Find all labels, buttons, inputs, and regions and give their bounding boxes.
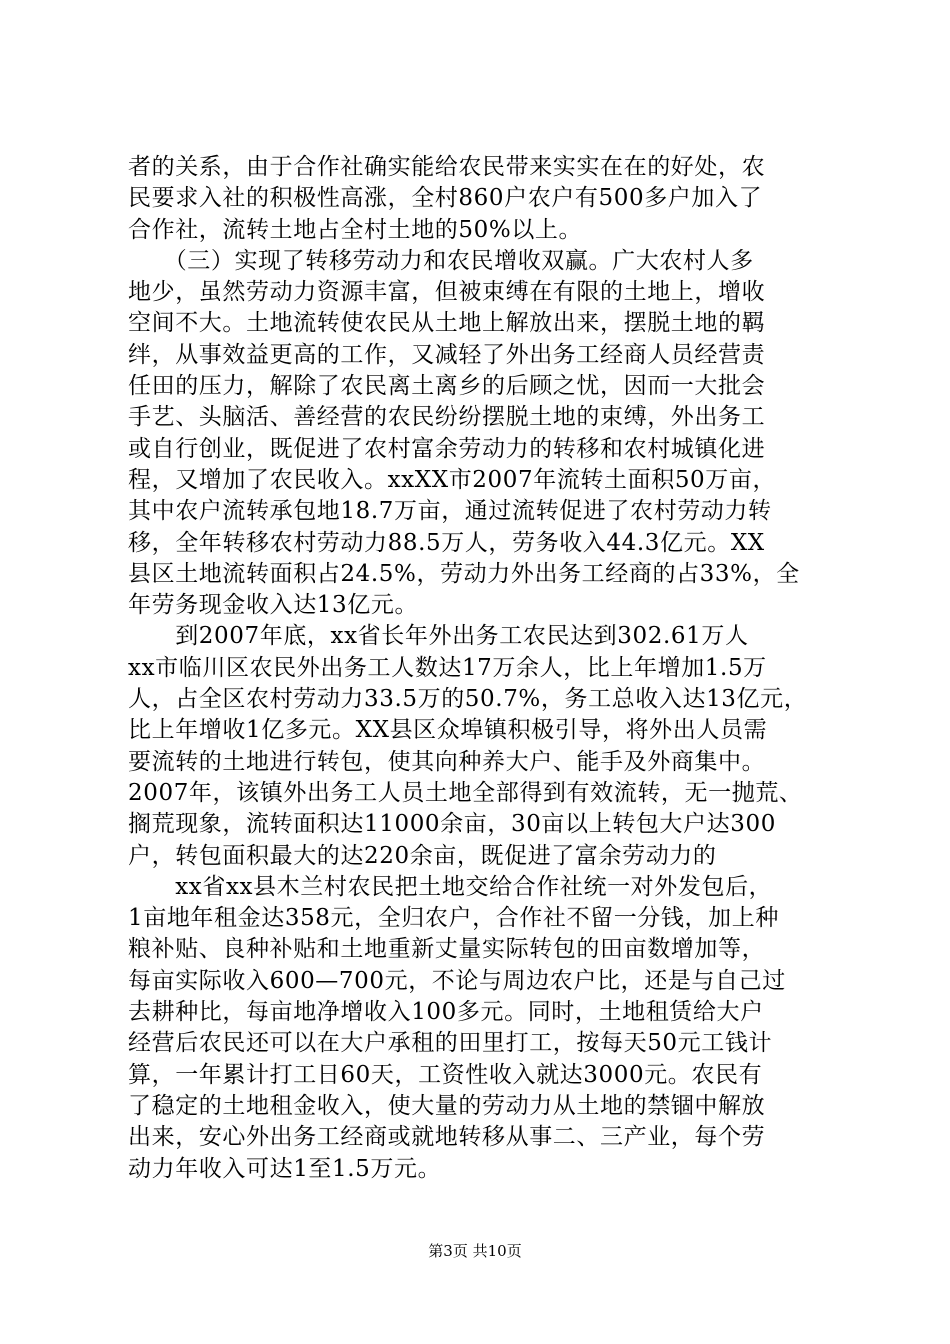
text-line: 其中农户流转承包地18.7万亩，通过流转促进了农村劳动力转 bbox=[128, 498, 772, 525]
text-line: 了稳定的土地租金收入，使大量的劳动力从土地的禁锢中解放 bbox=[128, 1092, 766, 1119]
text-line: 1亩地年租金达358元，全归农户，合作社不留一分钱，加上种 bbox=[128, 905, 779, 932]
text-line: 县区土地流转面积占24.5%，劳动力外出务工经商的占33%，全 bbox=[128, 560, 800, 587]
text-line: 要流转的土地进行转包，使其向种养大户、能手及外商集中。 bbox=[128, 748, 766, 775]
text-line: 绊，从事效益更高的工作，又减轻了外出务工经商人员经营责 bbox=[128, 341, 766, 368]
text-line: 每亩实际收入600—700元，不论与周边农户比，还是与自己过 bbox=[128, 967, 786, 994]
text-line: 经营后农民还可以在大户承租的田里打工，按每天50元工钱计 bbox=[128, 1030, 773, 1057]
text-line: 到2007年底，xx省长年外出务工农民达到302.61万人 bbox=[128, 623, 749, 650]
text-line: 移，全年转移农村劳动力88.5万人，劳务收入44.3亿元。XX bbox=[128, 529, 765, 556]
text-line: 粮补贴、良种补贴和土地重新丈量实际转包的田亩数增加等， bbox=[128, 936, 766, 963]
text-line: 搁荒现象，流转面积达11000余亩，30亩以上转包大户达300 bbox=[128, 811, 776, 838]
text-line: 空间不大。土地流转使农民从土地上解放出来，摆脱土地的羁 bbox=[128, 310, 766, 337]
text-line: 去耕种比，每亩地净增收入100多元。同时，土地租赁给大户 bbox=[128, 999, 764, 1026]
text-line: 任田的压力，解除了农民离土离乡的后顾之忧，因而一大批会 bbox=[128, 373, 766, 400]
text-line: 民要求入社的积极性高涨，全村860户农户有500多户加入了 bbox=[128, 185, 763, 212]
text-line: 动力年收入可达1至1.5万元。 bbox=[128, 1155, 442, 1182]
text-line: 户，转包面积最大的达220余亩，既促进了富余劳动力的 bbox=[128, 842, 717, 869]
text-line: 算，一年累计打工日60天，工资性收入就达3000元。农民有 bbox=[128, 1061, 763, 1088]
body-text bbox=[128, 152, 833, 1185]
text-line: 合作社，流转土地占全村土地的50%以上。 bbox=[128, 216, 583, 243]
text-line: （三）实现了转移劳动力和农民增收双赢。广大农村人多 bbox=[128, 247, 754, 274]
text-line: 人，占全区农村劳动力33.5万的50.7%，务工总收入达13亿元， bbox=[128, 686, 808, 713]
text-line: 出来，安心外出务工经商或就地转移从事二、三产业，每个劳 bbox=[128, 1124, 766, 1151]
page-number-footer: 第3页 共10页 bbox=[428, 1242, 522, 1260]
text-line: 比上年增收1亿多元。XX县区众埠镇积极引导，将外出人员需 bbox=[128, 717, 768, 744]
text-line: 手艺、头脑活、善经营的农民纷纷摆脱土地的束缚，外出务工 bbox=[128, 404, 766, 431]
text-line: 2007年，该镇外出务工人员土地全部得到有效流转，无一抛荒、 bbox=[128, 779, 803, 806]
text-line: 地少，虽然劳动力资源丰富，但被束缚在有限的土地上，增收 bbox=[128, 279, 766, 306]
text-line: 年劳务现金收入达13亿元。 bbox=[128, 592, 419, 619]
text-line: xx市临川区农民外出务工人数达17万余人，比上年增加1.5万 bbox=[128, 654, 767, 681]
text-line: 程，又增加了农民收入。xxXX市2007年流转土面积50万亩， bbox=[128, 466, 777, 493]
text-line: xx省xx县木兰村农民把土地交给合作社统一对外发包后， bbox=[128, 873, 773, 900]
text-line: 者的关系，由于合作社确实能给农民带来实实在在的好处，农 bbox=[128, 154, 766, 180]
text-line: 或自行创业，既促进了农村富余劳动力的转移和农村城镇化进 bbox=[128, 435, 766, 462]
